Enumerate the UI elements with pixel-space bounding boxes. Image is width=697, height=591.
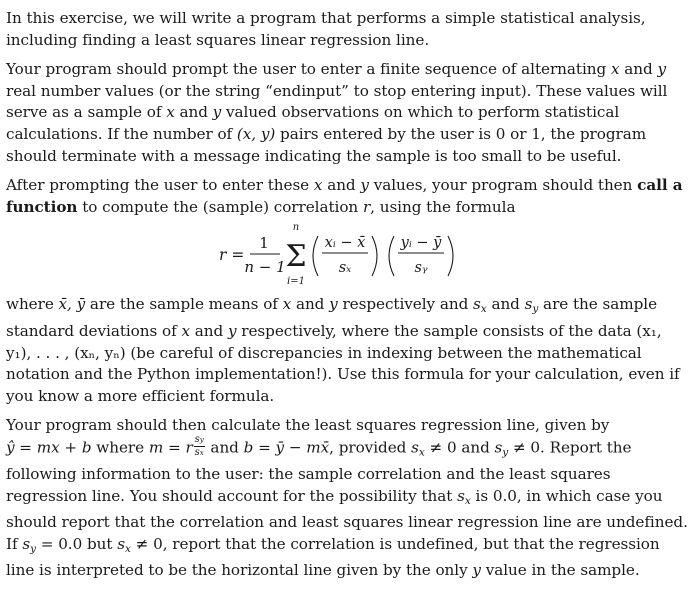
fraction-sy-over-sx: $\frac{sy}{sx}$	[194, 433, 204, 458]
formula-paren-right-2	[448, 236, 453, 276]
paragraph-regression: Your program should then calculate the least squares regression line, given by ŷ = mx + b where m = r $\frac{sy}{sx}$ and b = ȳ − mx̄, provided $s_x \ne 0$ and $s_y \ne 0$. Report the following information to the user: the sample correlation and the least squares regression line. You should account for the possibility that $s_x$ is 0.0, in which case you should report that the correlation and least squares linear regression line are undefined. If $s_y = 0.0$ but $s_x \ne 0$, report that the correlation is undefined, but that the regression line is interpreted to be the horizontal line given by the only y value in the sample.	[6, 416, 688, 580]
formula-term2-den: sᵧ	[414, 260, 428, 277]
formula-svg	[6, 218, 690, 294]
paragraph-definitions: where x̄, ȳ are the sample means of x and y respectively and $s_x$ and $s_y$ are the sample standard deviations of x and y respectively, where the sample consists of the data (x₁, y₁), . . . , (xₙ, yₙ) (be careful of discrepancies in indexing between the mathematical notation and the Python implementation!). Use this formula for your calculation, even if you know a more efficient formula.	[6, 295, 680, 405]
formula-lhs: r =	[219, 246, 245, 265]
formula-term1-num: xᵢ − x̄	[324, 235, 366, 252]
paragraph-input-instructions: Your program should prompt the user to enter a finite sequence of alternating x and y real number values (or the string “endinput” to stop entering input). These values will serve as a sample of x and y valued observations on which to perform statistical calculations. If the number of (x, y) pairs entered by the user is 0 or 1, the program should terminate with a message indicating the sample is too small to be useful.	[6, 60, 668, 165]
formula-paren-right-1	[372, 236, 377, 276]
correlation-formula	[6, 218, 690, 294]
formula-sum-symbol: Σ	[285, 239, 307, 275]
paragraph-correlation: After prompting the user to enter these x and y values, your program should then call a function to compute the (sample) correlation r, using the formula	[6, 176, 683, 216]
formula-paren-left-2	[389, 236, 394, 276]
formula-paren-left-1	[313, 236, 318, 276]
formula-term1-den: sₓ	[338, 260, 352, 277]
formula-sum-lower: i=1	[287, 276, 305, 288]
formula-frac-num: 1	[259, 234, 269, 253]
formula-term2-num: yᵢ − ȳ	[400, 235, 442, 252]
document	[6, 8, 690, 582]
paragraph-intro: In this exercise, we will write a program that performs a simple statistical analysis, including finding a least squares linear regression line.	[6, 9, 646, 49]
formula-frac-den: n − 1	[244, 258, 286, 277]
formula-sum-upper: n	[292, 222, 300, 234]
